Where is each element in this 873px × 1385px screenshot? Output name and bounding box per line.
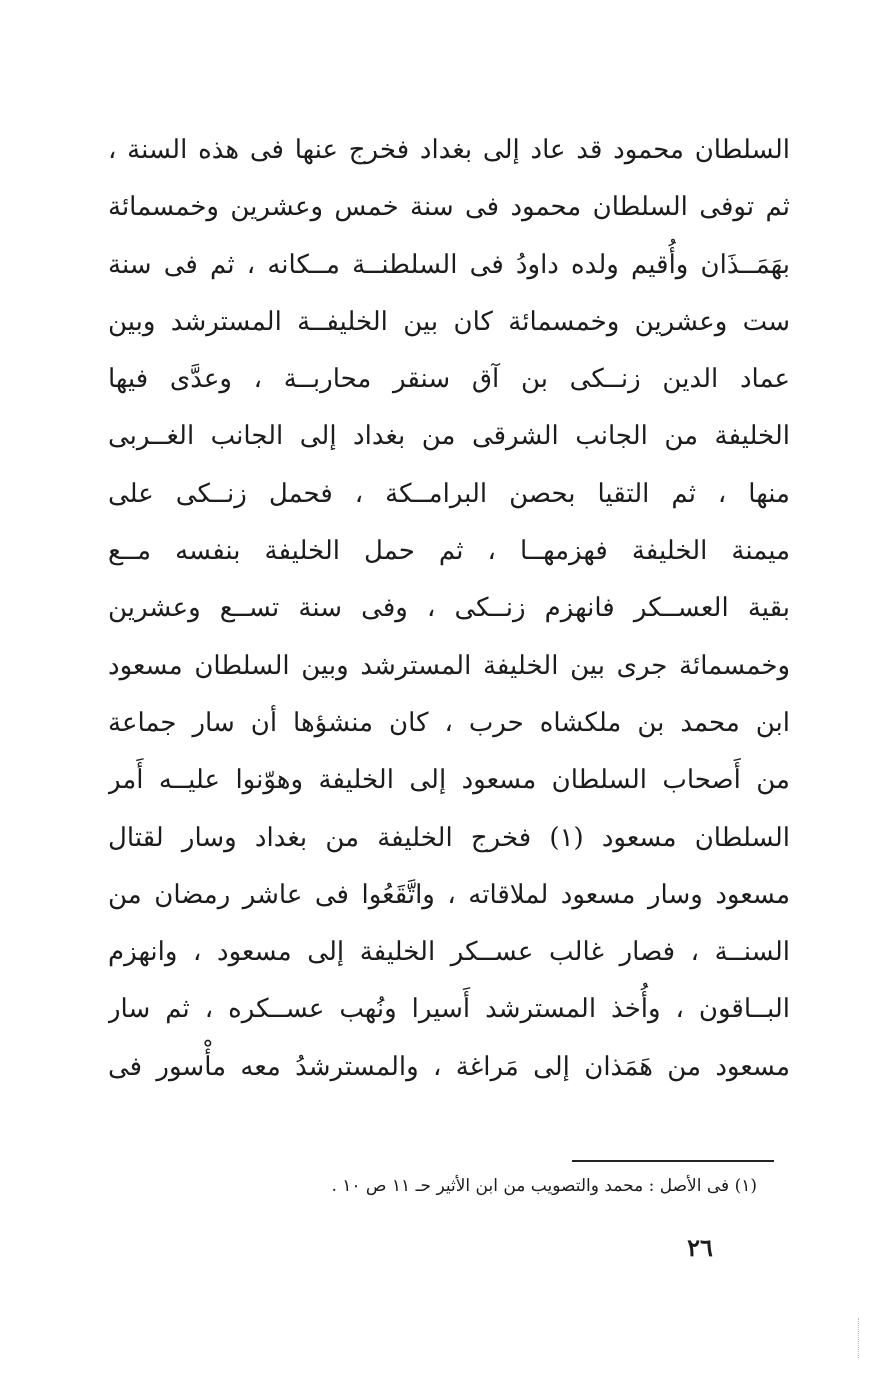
body-line: السلطان مسعود (١) فخرج الخليفة من بغداد وسار لقتال [108, 822, 790, 853]
body-line: السلطان محمود قد عاد إلى بغداد فخرج عنها فى هذه السنة ، [108, 135, 790, 165]
body-line: بهَمَــذَان وأُقيم ولده داودُ فى السلطنــة مــكانه ، ثم فى سنة [108, 249, 790, 280]
body-line: منها ، ثم التقيا بحصن البرامــكة ، فحمل زنــكى على [108, 478, 790, 509]
body-text [108, 122, 790, 1096]
body-line: ثم توفى السلطان محمود فى سنة خمس وعشرين وخمسمائة [108, 192, 790, 223]
body-line: البــاقون ، وأُخذ المسترشد أَسيرا ونُهب عســكره ، ثم سار [108, 994, 790, 1025]
body-line: مسعود وسار مسعود لملاقاته ، واتَّقَعُوا فى عاشر رمضان من [108, 879, 790, 910]
body-line: ست وعشرين وخمسمائة كان بين الخليفــة المسترشد وبين [108, 306, 790, 337]
body-line: وخمسمائة جرى بين الخليفة المسترشد وبين السلطان مسعود [108, 650, 790, 681]
body-line: مسعود من هَمَذان إلى مَراغة ، والمسترشدُ معه مأْسور فى [108, 1051, 790, 1082]
footnote: (١) فى الأصل : محمد والتصويب من ابن الأثير حـ ١١ ص ١٠ . [331, 1176, 757, 1196]
body-line: عماد الدين زنــكى بن آق سنقر محاربــة ، وعدَّى فيها [108, 364, 790, 395]
footnote-divider [572, 1160, 774, 1162]
body-line: ميمنة الخليفة فهزمهــا ، ثم حمل الخليفة بنفسه مــع [108, 536, 790, 567]
body-line: ابن محمد بن ملكشاه حرب ، كان منشؤها أن سار جماعة [108, 707, 790, 738]
page-number: ٢٦ [687, 1233, 713, 1262]
page-edge-mark [858, 1318, 862, 1358]
body-line: الخليفة من الجانب الشرقى من بغداد إلى الجانب الغــربى [108, 421, 790, 452]
body-line: بقية العســكر فانهزم زنــكى ، وفى سنة تســع وعشرين [108, 593, 790, 624]
body-line: من أَصحاب السلطان مسعود إلى الخليفة وهوّنوا عليــه أَمر [108, 765, 790, 796]
body-line: السنــة ، فصار غالب عســكر الخليفة إلى مسعود ، وانهزم [108, 937, 790, 968]
